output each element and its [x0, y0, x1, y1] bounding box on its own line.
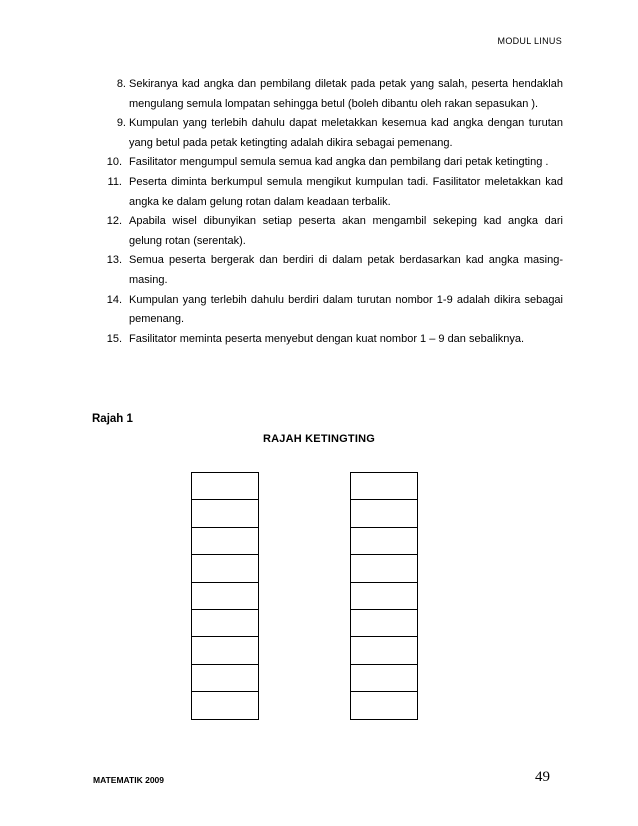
item-number: 8. [116, 78, 126, 90]
list-item [108, 212, 563, 251]
hopscotch-cell [192, 473, 258, 500]
list-item [108, 114, 563, 153]
item-number: 12. [106, 215, 122, 228]
hopscotch-cell [192, 692, 258, 719]
hopscotch-cell [192, 528, 258, 555]
hopscotch-cell [192, 555, 258, 582]
hopscotch-cell [192, 500, 258, 527]
hopscotch-cell [351, 692, 417, 719]
hopscotch-cell [351, 473, 417, 500]
list-item [108, 330, 563, 350]
list-item [108, 291, 563, 330]
hopscotch-cell [351, 637, 417, 664]
item-text: Kumpulan yang terlebih dahulu berdiri dalam turutan nombor 1-9 adalah dikira sebagai pemenang. [129, 293, 563, 326]
hopscotch-cell [192, 610, 258, 637]
list-item [108, 251, 563, 290]
hopscotch-cell [351, 583, 417, 610]
hopscotch-cell [192, 583, 258, 610]
hopscotch-cell [351, 610, 417, 637]
hopscotch-cell [351, 528, 417, 555]
figure-label: Rajah 1 [92, 413, 133, 425]
module-header: MODUL LINUS [497, 36, 562, 46]
hopscotch-cell [192, 665, 258, 692]
item-number: 15. [106, 332, 122, 345]
list-item [108, 75, 563, 114]
item-text: Fasilitator mengumpul semula semua kad angka dan pembilang dari petak ketingting . [129, 156, 549, 169]
item-number: 14. [106, 293, 122, 306]
instruction-list [108, 75, 563, 349]
item-number: 11. [107, 175, 122, 188]
page-number: 49 [535, 769, 550, 785]
figure-title: RAJAH KETINGTING [263, 433, 375, 445]
hopscotch-cell [351, 665, 417, 692]
list-item [108, 153, 563, 173]
item-text: Sekiranya kad angka dan pembilang diletak pada petak yang salah, peserta hendaklah mengulang semula lompatan sehingga betul (boleh dibantu oleh rakan sepasukan ). [129, 78, 563, 110]
hopscotch-column-left [191, 472, 259, 720]
item-number: 13. [106, 254, 122, 267]
item-number: 10. [106, 156, 122, 169]
footer-subject: MATEMATIK 2009 [93, 775, 165, 785]
hopscotch-column-right [350, 472, 418, 720]
item-text: Apabila wisel dibunyikan setiap peserta akan mengambil sekeping kad angka dari gelung rotan (serentak). [129, 215, 563, 247]
hopscotch-cell [351, 500, 417, 527]
hopscotch-cell [351, 555, 417, 582]
item-text: Peserta diminta berkumpul semula mengikut kumpulan tadi. Fasilitator meletakkan kad angka ke dalam gelung rotan dalam keadaan terbalik. [129, 175, 563, 208]
item-text: Fasilitator meminta peserta menyebut dengan kuat nombor 1 – 9 dan sebaliknya. [129, 332, 525, 345]
list-item [108, 173, 563, 212]
item-text: Semua peserta bergerak dan berdiri di dalam petak berdasarkan kad angka masing-masing. [129, 254, 563, 286]
item-number: 9. [116, 117, 126, 130]
item-text: Kumpulan yang terlebih dahulu dapat meletakkan kesemua kad angka dengan turutan yang betul pada petak ketingting adalah dikira sebagai pemenang. [129, 117, 563, 149]
hopscotch-cell [192, 637, 258, 664]
